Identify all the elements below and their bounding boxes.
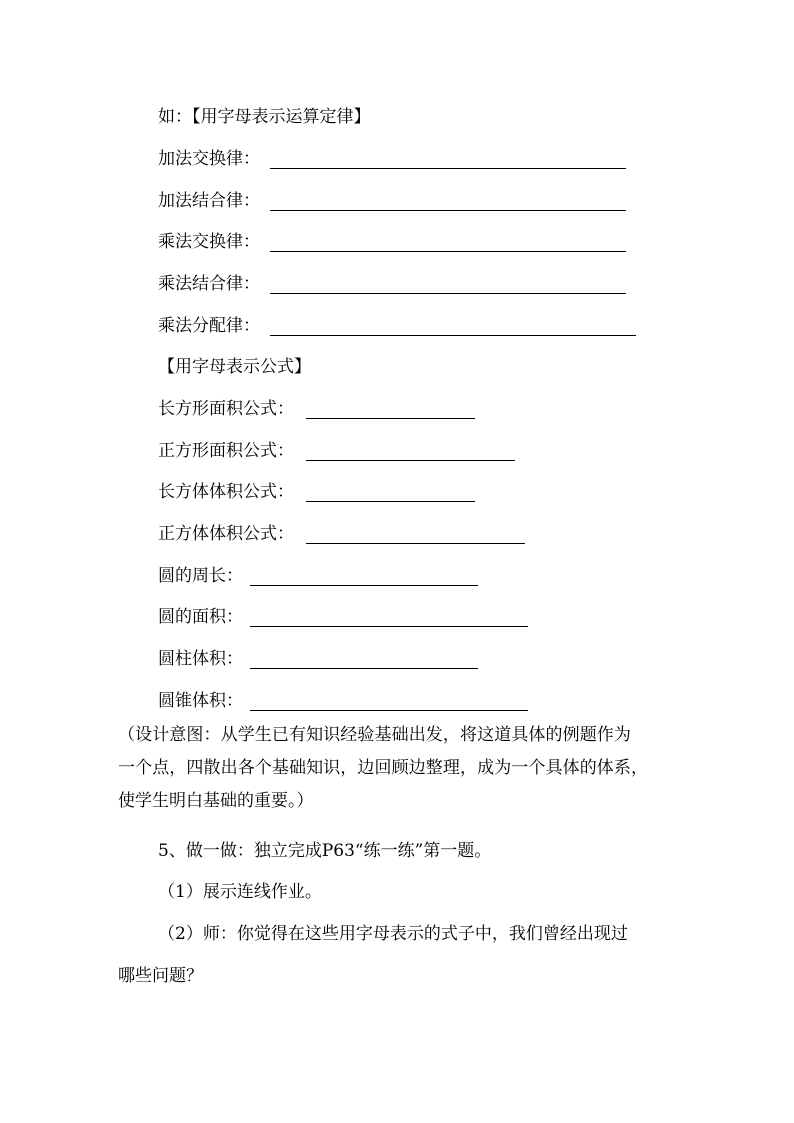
- design-note-line: （设计意图：从学生已有知识经验基础出发，将这道具体的例题作为: [118, 725, 631, 745]
- answer-blank[interactable]: [306, 501, 475, 502]
- answer-blank[interactable]: [306, 543, 525, 544]
- law-label-addition-associative: 加法结合律：: [158, 191, 260, 211]
- formula-label-circle-area: 圆的面积：: [158, 607, 243, 627]
- formula-label-cuboid-volume: 长方体体积公式：: [158, 482, 294, 502]
- design-note-line: 一个点，四散出各个基础知识，边回顾边整理，成为一个具体的体系，: [118, 758, 649, 778]
- formula-label-rectangle-area: 长方形面积公式：: [158, 399, 294, 419]
- design-note-paragraph: [118, 719, 684, 818]
- answer-blank[interactable]: [250, 710, 528, 711]
- answer-blank[interactable]: [270, 251, 626, 252]
- law-label-multiplication-commutative: 乘法交换律：: [158, 232, 260, 252]
- step5-sub2-line1: （2）师：你觉得在这些用字母表示的式子中，我们曾经出现过: [158, 924, 628, 944]
- answer-blank[interactable]: [250, 626, 528, 627]
- answer-blank[interactable]: [270, 210, 626, 211]
- answer-blank[interactable]: [306, 418, 475, 419]
- step5-sub2-line2: 哪些问题？: [118, 966, 203, 986]
- law-label-distributive: 乘法分配律：: [158, 316, 260, 336]
- formula-label-circle-circumference: 圆的周长：: [158, 566, 243, 586]
- formula-label-cone-volume: 圆锥体积：: [158, 691, 243, 711]
- answer-blank[interactable]: [270, 335, 636, 336]
- law-label-multiplication-associative: 乘法结合律：: [158, 274, 260, 294]
- formula-label-cube-volume: 正方体体积公式：: [158, 524, 294, 544]
- answer-blank[interactable]: [306, 460, 515, 461]
- step5-title: 5、做一做：独立完成P63“练一练”第一题。: [158, 841, 492, 861]
- formula-label-cylinder-volume: 圆柱体积：: [158, 649, 243, 669]
- step5-sub1: （1）展示连线作业。: [158, 882, 322, 902]
- answer-blank[interactable]: [250, 668, 478, 669]
- law-label-addition-commutative: 加法交换律：: [158, 149, 260, 169]
- answer-blank[interactable]: [270, 168, 626, 169]
- section2-heading: 【用字母表示公式】: [158, 357, 311, 377]
- formula-label-square-area: 正方形面积公式：: [158, 441, 294, 461]
- section1-heading: 如：【用字母表示运算定律】: [158, 107, 371, 127]
- design-note-line: 使学生明白基础的重要。）: [118, 791, 314, 811]
- answer-blank[interactable]: [250, 585, 478, 586]
- answer-blank[interactable]: [270, 293, 626, 294]
